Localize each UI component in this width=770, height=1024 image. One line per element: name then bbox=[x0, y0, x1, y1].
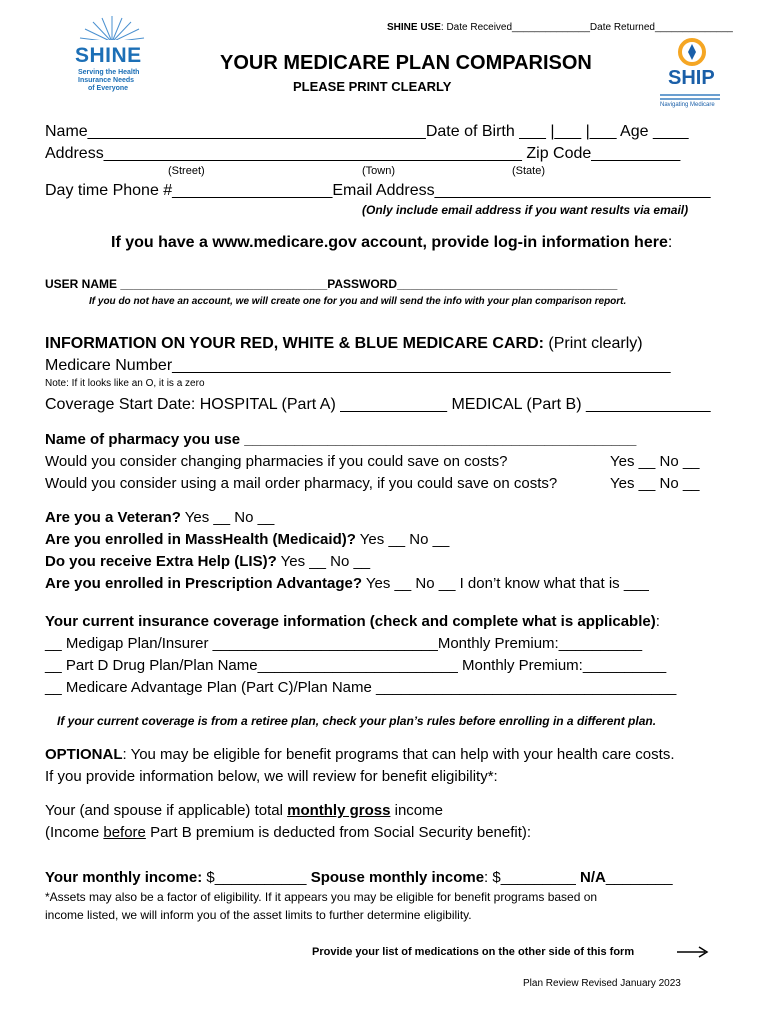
login-note: If you do not have an account, we will create one for you and will send the info with your plan comparison report. bbox=[89, 296, 627, 307]
date-returned-field[interactable]: Date Returned______________ bbox=[589, 22, 733, 33]
shine-use-label: SHINE USE bbox=[387, 22, 441, 33]
mail-order-question: Would you consider using a mail order pharmacy, if you could save on costs? bbox=[45, 475, 558, 492]
medigap-field[interactable]: __ Medigap Plan/Insurer ___________________________Monthly Premium:__________ bbox=[45, 635, 643, 652]
address-zip-field[interactable]: Address_______________________________________________ Zip Code__________ bbox=[45, 145, 681, 162]
part-d-field[interactable]: __ Part D Drug Plan/Plan Name________________________ Monthly Premium:__________ bbox=[45, 657, 667, 674]
ship-logo bbox=[650, 38, 734, 118]
ship-name: SHIP bbox=[668, 67, 715, 89]
income-intro: Your (and spouse if applicable) total monthly gross income bbox=[45, 802, 443, 819]
na-field[interactable]: ________ bbox=[605, 869, 673, 886]
retiree-note: If your current coverage is from a retiree plan, check your plan’s rules before enrolling in a different plan. bbox=[57, 714, 657, 728]
change-pharmacy-yes-no[interactable]: Yes __ No __ bbox=[610, 453, 700, 470]
login-heading: If you have a www.medicare.gov account, provide log-in information here: bbox=[111, 234, 673, 251]
assets-note-1: *Assets may also be a factor of eligibility. If it appears you may be eligible for benefit programs based on bbox=[45, 890, 598, 904]
mail-order-yes-no[interactable]: Yes __ No __ bbox=[610, 475, 700, 492]
spouse-income-field[interactable]: : $_________ bbox=[484, 869, 580, 886]
shine-logo bbox=[72, 14, 152, 104]
phone-email-field[interactable]: Day time Phone #__________________Email Address_______________________________ bbox=[45, 182, 711, 199]
masshealth-row: Are you enrolled in MassHealth (Medicaid)? Yes __ No __ bbox=[45, 531, 450, 548]
page-title: YOUR MEDICARE PLAN COMPARISON bbox=[220, 52, 592, 74]
username-password-field[interactable]: USER NAME _______________________________PASSWORD_________________________________ bbox=[45, 277, 618, 291]
compass-icon bbox=[650, 38, 734, 70]
street-label: (Street) bbox=[168, 165, 205, 177]
pharmacy-name-field[interactable]: Name of pharmacy you use _______________________________________________ bbox=[45, 431, 637, 448]
coverage-start-field[interactable]: Coverage Start Date: HOSPITAL (Part A) ____________ MEDICAL (Part B) ______________ bbox=[45, 396, 711, 413]
your-income-field[interactable]: $___________ bbox=[202, 869, 311, 886]
coverage-heading: Your current insurance coverage information (check and complete what is applicable): bbox=[45, 613, 660, 630]
town-label: (Town) bbox=[362, 165, 396, 177]
veteran-yes-no[interactable]: Yes __ No __ bbox=[180, 509, 275, 526]
assets-note-2: income listed, we will inform you of the asset limits to further determine eligibility. bbox=[45, 908, 472, 922]
income-row: Your monthly income: $___________ Spouse monthly income: $_________ N/A________ bbox=[45, 869, 673, 886]
email-note: (Only include email address if you want results via email) bbox=[362, 203, 689, 217]
medicare-advantage-field[interactable]: __ Medicare Advantage Plan (Part C)/Plan Name ____________________________________ bbox=[45, 679, 677, 696]
date-received-field[interactable]: : Date Received______________ bbox=[440, 22, 590, 33]
other-side-note: Provide your list of medications on the other side of this form bbox=[312, 946, 635, 958]
medicare-number-field[interactable]: Medicare Number________________________________________________________ bbox=[45, 357, 671, 374]
optional-line-2: If you provide information below, we will review for benefit eligibility*: bbox=[45, 768, 498, 785]
name-dob-age-field[interactable]: Name______________________________________Date of Birth ___ |___ |___ Age ____ bbox=[45, 123, 689, 140]
extra-help-row: Do you receive Extra Help (LIS)? Yes __ No __ bbox=[45, 553, 371, 570]
right-arrow-icon bbox=[677, 945, 709, 964]
change-pharmacy-question: Would you consider changing pharmacies if you could save on costs? bbox=[45, 453, 508, 470]
masshealth-yes-no[interactable]: Yes __ No __ bbox=[355, 531, 450, 548]
ship-tagline-lines: Navigating Medicare bbox=[660, 92, 720, 109]
zero-note: Note: If it looks like an O, it is a zero bbox=[45, 378, 205, 389]
shine-name: SHINE bbox=[75, 44, 142, 67]
shine-use-line bbox=[387, 22, 733, 33]
page-subtitle: PLEASE PRINT CLEARLY bbox=[293, 79, 452, 94]
optional-line-1: OPTIONAL: You may be eligible for benefit programs that can help with your health care costs. bbox=[45, 746, 675, 763]
state-label: (State) bbox=[512, 165, 546, 177]
veteran-row: Are you a Veteran? Yes __ No __ bbox=[45, 509, 275, 526]
rx-advantage-yes-no[interactable]: Yes __ No __ I don’t know what that is ___ bbox=[362, 575, 649, 592]
revision-date: Plan Review Revised January 2023 bbox=[523, 978, 681, 989]
card-heading: INFORMATION ON YOUR RED, WHITE & BLUE MEDICARE CARD: (Print clearly) bbox=[45, 335, 643, 352]
rx-advantage-row: Are you enrolled in Prescription Advantage? Yes __ No __ I don’t know what that is ___ bbox=[45, 575, 649, 592]
income-before-note: (Income before Part B premium is deducted from Social Security benefit): bbox=[45, 824, 532, 841]
shine-tagline: Serving the Health Insurance Needs of Everyone bbox=[78, 69, 140, 92]
extra-help-yes-no[interactable]: Yes __ No __ bbox=[276, 553, 371, 570]
